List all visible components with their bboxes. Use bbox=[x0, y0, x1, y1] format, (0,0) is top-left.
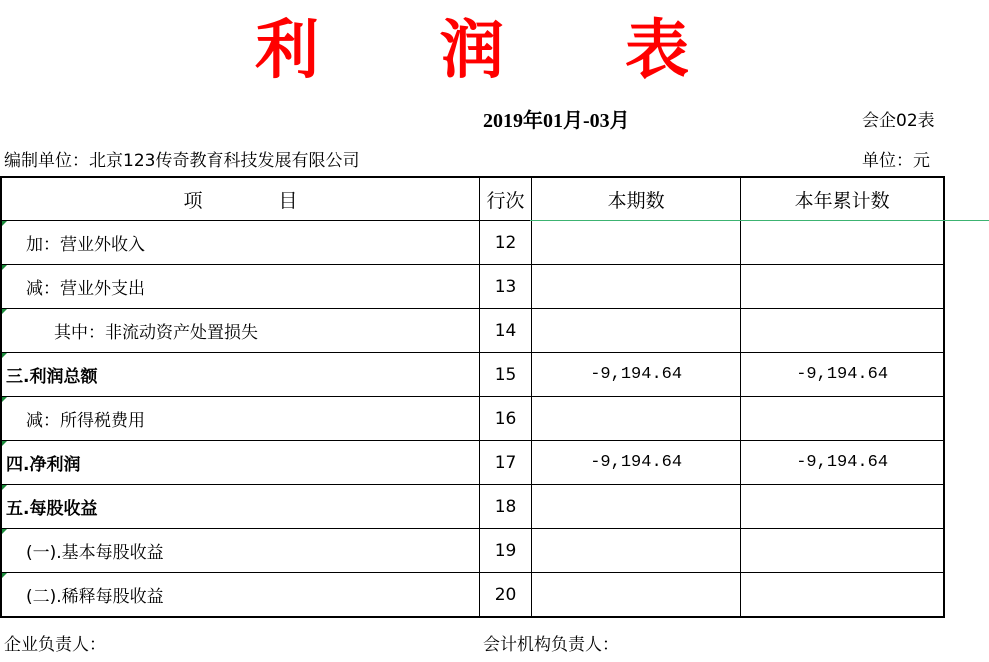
ytd-cell[interactable] bbox=[741, 573, 944, 618]
table-row bbox=[1, 353, 944, 397]
table-row bbox=[1, 573, 944, 618]
form-number: 会企02表 bbox=[862, 111, 935, 131]
current-cell[interactable] bbox=[532, 265, 741, 309]
line-cell[interactable]: 13 bbox=[480, 265, 532, 309]
item-cell[interactable]: 加：营业外收入 bbox=[1, 221, 480, 265]
header-item[interactable]: 项 目 bbox=[1, 177, 480, 221]
currency-unit: 单位：元 bbox=[862, 151, 930, 171]
ytd-cell[interactable]: -9,194.64 bbox=[741, 353, 944, 397]
line-cell[interactable]: 12 bbox=[480, 221, 532, 265]
item-cell[interactable]: 四.净利润 bbox=[1, 441, 480, 485]
item-cell[interactable]: (一).基本每股收益 bbox=[1, 529, 480, 573]
ytd-cell[interactable] bbox=[741, 221, 944, 265]
current-cell[interactable]: -9,194.64 bbox=[532, 353, 741, 397]
table-row bbox=[1, 309, 944, 353]
company-name: 编制单位：北京123传奇教育科技发展有限公司 bbox=[4, 151, 360, 171]
current-cell[interactable] bbox=[532, 573, 741, 618]
report-period: 2019年01月-03月 bbox=[483, 110, 630, 132]
current-cell[interactable] bbox=[532, 485, 741, 529]
header-current[interactable]: 本期数 bbox=[532, 177, 741, 221]
income-statement-table bbox=[0, 176, 945, 618]
ytd-cell[interactable] bbox=[741, 529, 944, 573]
header-ytd[interactable]: 本年累计数 bbox=[741, 177, 944, 221]
title-char-2: 润 bbox=[440, 13, 504, 88]
ytd-cell[interactable] bbox=[741, 309, 944, 353]
line-cell[interactable]: 19 bbox=[480, 529, 532, 573]
ytd-cell[interactable] bbox=[741, 485, 944, 529]
header-line[interactable]: 行次 bbox=[480, 177, 532, 221]
ytd-cell[interactable]: -9,194.64 bbox=[741, 441, 944, 485]
line-cell[interactable]: 14 bbox=[480, 309, 532, 353]
title-char-3: 表 bbox=[625, 13, 689, 88]
footer-enterprise-head: 企业负责人： bbox=[4, 635, 106, 655]
table-row bbox=[1, 485, 944, 529]
line-cell[interactable]: 20 bbox=[480, 573, 532, 618]
freeze-pane-line bbox=[530, 220, 989, 221]
line-cell[interactable]: 18 bbox=[480, 485, 532, 529]
ytd-cell[interactable] bbox=[741, 397, 944, 441]
table-row bbox=[1, 265, 944, 309]
current-cell[interactable] bbox=[532, 529, 741, 573]
table-row bbox=[1, 529, 944, 573]
footer-accounting-head: 会计机构负责人： bbox=[483, 635, 619, 655]
report-title bbox=[0, 6, 989, 96]
current-cell[interactable] bbox=[532, 397, 741, 441]
current-cell[interactable]: -9,194.64 bbox=[532, 441, 741, 485]
line-cell[interactable]: 16 bbox=[480, 397, 532, 441]
table-row bbox=[1, 441, 944, 485]
table-row bbox=[1, 397, 944, 441]
table-header-row bbox=[1, 177, 944, 221]
title-char-1: 利 bbox=[255, 13, 319, 88]
item-cell[interactable]: 五.每股收益 bbox=[1, 485, 480, 529]
item-cell[interactable]: 减：所得税费用 bbox=[1, 397, 480, 441]
line-cell[interactable]: 15 bbox=[480, 353, 532, 397]
item-cell[interactable]: 其中：非流动资产处置损失 bbox=[1, 309, 480, 353]
current-cell[interactable] bbox=[532, 309, 741, 353]
table-row bbox=[1, 221, 944, 265]
item-cell[interactable]: 减：营业外支出 bbox=[1, 265, 480, 309]
line-cell[interactable]: 17 bbox=[480, 441, 532, 485]
ytd-cell[interactable] bbox=[741, 265, 944, 309]
item-cell[interactable]: 三.利润总额 bbox=[1, 353, 480, 397]
current-cell[interactable] bbox=[532, 221, 741, 265]
item-cell[interactable]: (二).稀释每股收益 bbox=[1, 573, 480, 618]
